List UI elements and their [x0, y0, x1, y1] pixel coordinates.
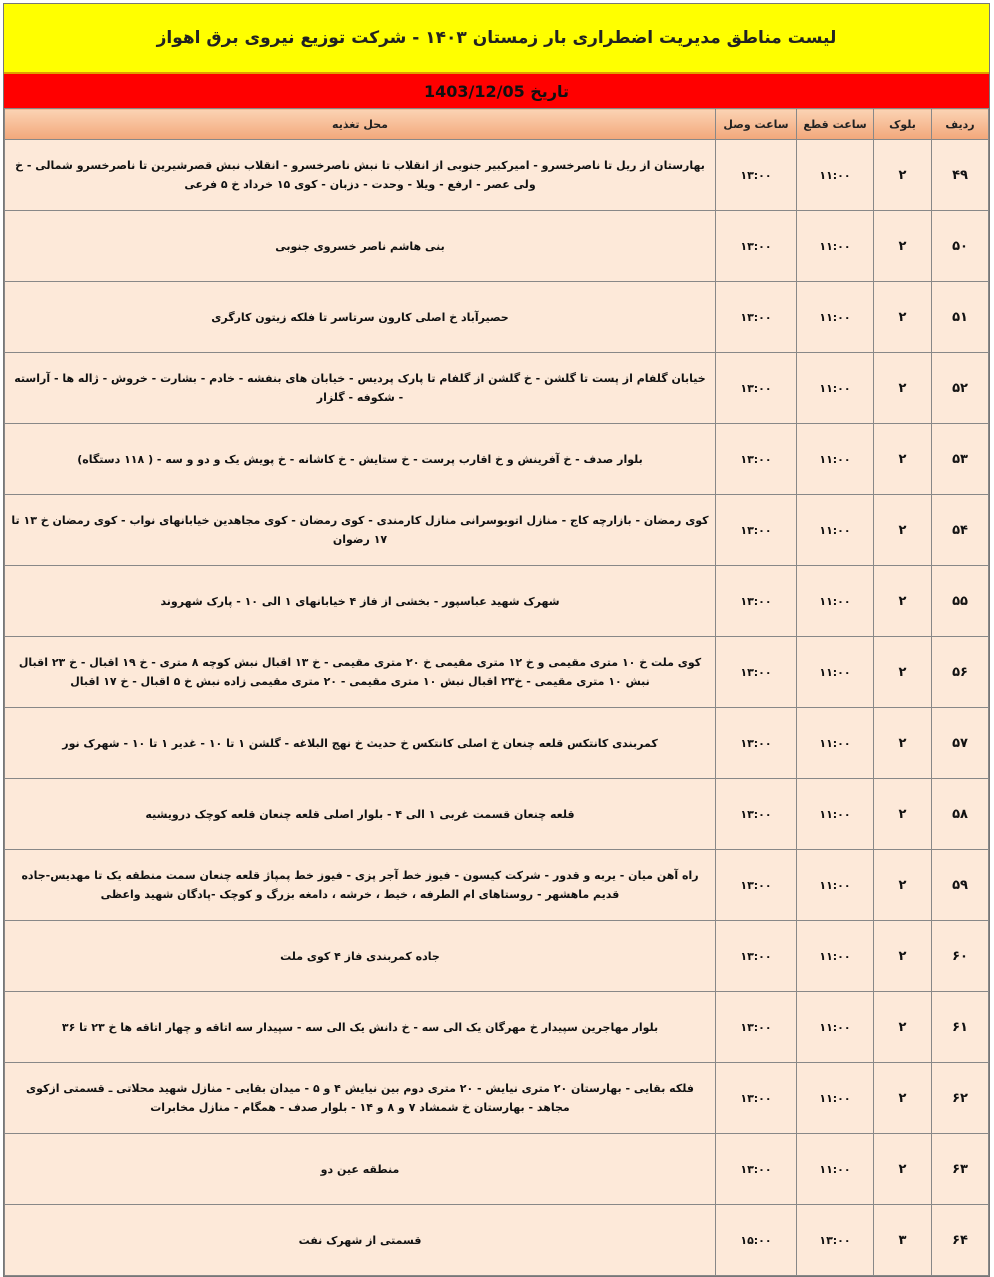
- table-row: [5, 353, 989, 424]
- row-number: ۵۱: [932, 282, 989, 353]
- location: راه آهن میان - یربه و قدور - شرکت کیسون - فیوز خط آجر پزی - فیوز خط پمپاژ قلعه چنعان سمت منطقه یک تا مهدیس-جاده قدیم ماهشهر - روستاهای ام الطرفه ، خیط ، خرشه ، دامغه بزرگ و کوچک -پادگان شهید واعظی: [5, 850, 716, 921]
- connect-time: ۱۳:۰۰: [716, 495, 797, 566]
- location: قلعه چنعان قسمت غربی ۱ الی ۴ - بلوار اصلی قلعه چنعان قلعه کوچک درویشیه: [5, 779, 716, 850]
- location: بنی هاشم ناصر خسروی جنوبی: [5, 211, 716, 282]
- table-row: [5, 637, 989, 708]
- row-number: ۶۰: [932, 921, 989, 992]
- cut-time: ۱۱:۰۰: [797, 708, 874, 779]
- location: بهارستان از ریل تا ناصرخسرو - امیرکبیر جنوبی از انقلاب تا نبش ناصرخسرو - انقلاب نبش قصرشیرین تا ناصرخسرو شمالی - خ ولی عصر - ارفع - ویلا - وحدت - دزبان - کوی ۱۵ خرداد خ ۵ فرعی: [5, 140, 716, 211]
- connect-time: ۱۳:۰۰: [716, 921, 797, 992]
- connect-time: ۱۵:۰۰: [716, 1205, 797, 1276]
- cut-time: ۱۱:۰۰: [797, 282, 874, 353]
- connect-time: ۱۳:۰۰: [716, 424, 797, 495]
- cut-time: ۱۱:۰۰: [797, 637, 874, 708]
- cut-time: ۱۱:۰۰: [797, 495, 874, 566]
- location: کمربندی کانتکس قلعه چنعان خ اصلی کانتکس خ حدیث خ نهج البلاغه - گلشن ۱ تا ۱۰ - غدیر ۱ تا ۱۰ - شهرک نور: [5, 708, 716, 779]
- row-number: ۶۲: [932, 1063, 989, 1134]
- table-row: [5, 779, 989, 850]
- col-header-cut-time: ساعت قطع: [797, 109, 874, 140]
- table-row: [5, 566, 989, 637]
- schedule-table: [4, 108, 989, 1276]
- connect-time: ۱۳:۰۰: [716, 211, 797, 282]
- row-number: ۵۳: [932, 424, 989, 495]
- block-number: ۲: [874, 921, 932, 992]
- connect-time: ۱۳:۰۰: [716, 140, 797, 211]
- table-row: [5, 140, 989, 211]
- block-number: ۲: [874, 637, 932, 708]
- connect-time: ۱۳:۰۰: [716, 282, 797, 353]
- block-number: ۳: [874, 1205, 932, 1276]
- table-row: [5, 1205, 989, 1276]
- location: کوی رمضان - بازارچه کاج - منازل اتوبوسرانی منازل کارمندی - کوی رمضان - کوی مجاهدین خیابانهای نواب - کوی رمضان خ ۱۳ تا ۱۷ رضوان: [5, 495, 716, 566]
- cut-time: ۱۱:۰۰: [797, 1063, 874, 1134]
- location: منطقه عین دو: [5, 1134, 716, 1205]
- table-row: [5, 282, 989, 353]
- row-number: ۵۷: [932, 708, 989, 779]
- block-number: ۲: [874, 495, 932, 566]
- table-row: [5, 850, 989, 921]
- location: بلوار مهاجرین سپیدار خ مهرگان یک الی سه - خ دانش یک الی سه - سپیدار سه اتاقه و چهار اتاقه ها خ ۲۳ تا ۳۶: [5, 992, 716, 1063]
- location: شهرک شهید عباسپور - بخشی از فاز ۴ خیابانهای ۱ الی ۱۰ - پارک شهروند: [5, 566, 716, 637]
- cut-time: ۱۱:۰۰: [797, 1134, 874, 1205]
- cut-time: ۱۱:۰۰: [797, 779, 874, 850]
- header-row: [5, 109, 989, 140]
- cut-time: ۱۱:۰۰: [797, 566, 874, 637]
- location: حصیرآباد خ اصلی کارون سرتاسر تا فلکه زیتون کارگری: [5, 282, 716, 353]
- table-row: [5, 992, 989, 1063]
- outage-schedule-sheet: [3, 3, 990, 1277]
- cut-time: ۱۱:۰۰: [797, 921, 874, 992]
- cut-time: ۱۱:۰۰: [797, 211, 874, 282]
- col-header-row: ردیف: [932, 109, 989, 140]
- block-number: ۲: [874, 140, 932, 211]
- block-number: ۲: [874, 708, 932, 779]
- block-number: ۲: [874, 424, 932, 495]
- cut-time: ۱۳:۰۰: [797, 1205, 874, 1276]
- connect-time: ۱۳:۰۰: [716, 850, 797, 921]
- table-row: [5, 921, 989, 992]
- location: فلکه بقایی - بهارستان ۲۰ متری نیایش - ۲۰ متری دوم بین نیایش ۴ و ۵ - میدان بقایی - منازل شهید محلاتی ـ قسمتی ازکوی مجاهد - بهارستان خ شمشاد ۷ و ۸ و ۱۴ - بلوار صدف - همگام - منازل مخابرات: [5, 1063, 716, 1134]
- block-number: ۲: [874, 850, 932, 921]
- cut-time: ۱۱:۰۰: [797, 992, 874, 1063]
- cut-time: ۱۱:۰۰: [797, 140, 874, 211]
- row-number: ۵۶: [932, 637, 989, 708]
- block-number: ۲: [874, 282, 932, 353]
- table-row: [5, 708, 989, 779]
- row-number: ۵۸: [932, 779, 989, 850]
- table-row: [5, 495, 989, 566]
- col-header-location: محل تغذیه: [5, 109, 716, 140]
- cut-time: ۱۱:۰۰: [797, 424, 874, 495]
- connect-time: ۱۳:۰۰: [716, 353, 797, 424]
- block-number: ۲: [874, 1134, 932, 1205]
- table-row: [5, 424, 989, 495]
- table-row: [5, 211, 989, 282]
- row-number: ۵۰: [932, 211, 989, 282]
- row-number: ۶۳: [932, 1134, 989, 1205]
- date-banner: تاریخ 1403/12/05: [4, 74, 989, 108]
- connect-time: ۱۳:۰۰: [716, 1063, 797, 1134]
- table-row: [5, 1134, 989, 1205]
- connect-time: ۱۳:۰۰: [716, 992, 797, 1063]
- block-number: ۲: [874, 211, 932, 282]
- table-row: [5, 1063, 989, 1134]
- row-number: ۴۹: [932, 140, 989, 211]
- row-number: ۵۵: [932, 566, 989, 637]
- row-number: ۵۲: [932, 353, 989, 424]
- location: جاده کمربندی فاز ۴ کوی ملت: [5, 921, 716, 992]
- row-number: ۶۱: [932, 992, 989, 1063]
- row-number: ۵۴: [932, 495, 989, 566]
- connect-time: ۱۳:۰۰: [716, 1134, 797, 1205]
- location: خیابان گلفام از پست تا گلشن - خ گلشن از گلفام تا پارک پردیس - خیابان های بنفشه - خادم - بشارت - خروش - ژاله ها - آراسته - شکوفه - گلزار: [5, 353, 716, 424]
- col-header-connect-time: ساعت وصل: [716, 109, 797, 140]
- col-header-block: بلوک: [874, 109, 932, 140]
- connect-time: ۱۳:۰۰: [716, 566, 797, 637]
- block-number: ۲: [874, 353, 932, 424]
- cut-time: ۱۱:۰۰: [797, 850, 874, 921]
- row-number: ۶۴: [932, 1205, 989, 1276]
- block-number: ۲: [874, 779, 932, 850]
- page-title: لیست مناطق مدیریت اضطراری بار زمستان ۱۴۰۳ - شرکت توزیع نیروی برق اهواز: [4, 4, 989, 74]
- block-number: ۲: [874, 992, 932, 1063]
- cut-time: ۱۱:۰۰: [797, 353, 874, 424]
- location: بلوار صدف - خ آفرینش و خ اقارب پرست - خ ستایش - خ کاشانه - خ پویش یک و دو و سه - ( ۱۱۸ دستگاه): [5, 424, 716, 495]
- connect-time: ۱۳:۰۰: [716, 779, 797, 850]
- location: کوی ملت خ ۱۰ متری مقیمی و خ ۱۲ متری مقیمی خ ۲۰ متری مقیمی - خ ۱۳ اقبال نبش کوچه ۸ متری - خ ۱۹ اقبال - خ ۲۳ اقبال نبش ۱۰ متری مقیمی - خ۲۳ اقبال نبش ۱۰ متری مقیمی - ۲۰ متری مقیمی زاده نبش خ ۵ اقبال - خ ۱۷ اقبال: [5, 637, 716, 708]
- block-number: ۲: [874, 566, 932, 637]
- connect-time: ۱۳:۰۰: [716, 708, 797, 779]
- block-number: ۲: [874, 1063, 932, 1134]
- row-number: ۵۹: [932, 850, 989, 921]
- location: قسمتی از شهرک نفت: [5, 1205, 716, 1276]
- connect-time: ۱۳:۰۰: [716, 637, 797, 708]
